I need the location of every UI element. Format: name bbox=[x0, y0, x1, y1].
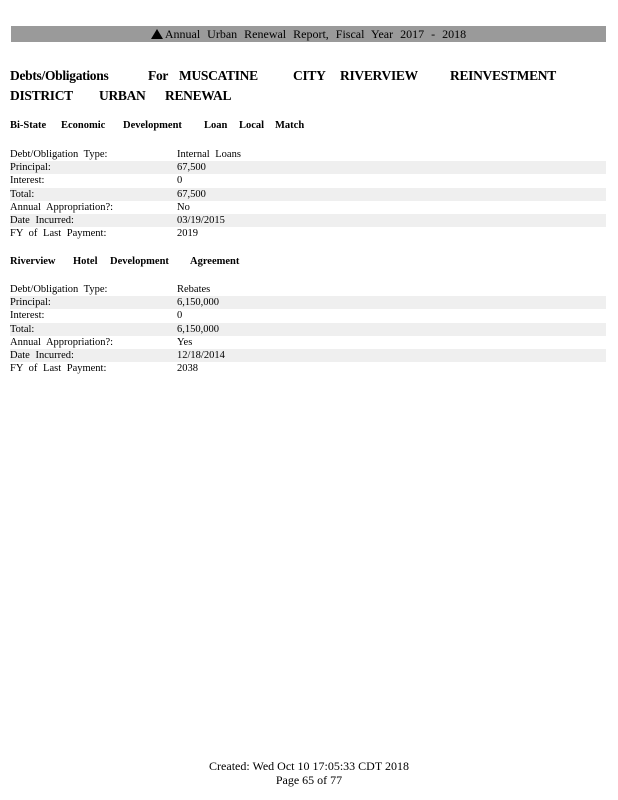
row-value: 03/19/2015 bbox=[177, 214, 225, 226]
heading-word: Match bbox=[275, 120, 305, 131]
row-value: Yes bbox=[177, 336, 193, 348]
row-value: 0 bbox=[177, 175, 183, 187]
triangle-icon bbox=[151, 29, 163, 39]
title-word: CITY bbox=[293, 68, 326, 83]
title-word: For bbox=[148, 68, 169, 83]
row-value: 6,150,000 bbox=[177, 297, 219, 309]
row-label: FY of Last Payment: bbox=[10, 228, 107, 240]
table-row bbox=[10, 336, 606, 349]
table-row bbox=[10, 323, 606, 336]
heading-word: Development bbox=[110, 256, 169, 267]
row-value: 67,500 bbox=[177, 188, 206, 200]
heading-word: Development bbox=[123, 120, 182, 131]
heading-word: Agreement bbox=[190, 256, 240, 267]
title-word: REINVESTMENT bbox=[450, 68, 556, 83]
row-label: Date Incurred: bbox=[10, 214, 74, 226]
row-label: Total: bbox=[10, 323, 35, 335]
report-banner bbox=[11, 26, 606, 42]
heading-word: Economic bbox=[61, 120, 106, 131]
created-timestamp: Created: Wed Oct 10 17:05:33 CDT 2018 bbox=[209, 759, 409, 773]
row-label: Interest: bbox=[10, 175, 45, 187]
title-word: DISTRICT bbox=[10, 88, 73, 103]
row-value: 2038 bbox=[177, 363, 198, 375]
table-row bbox=[10, 227, 606, 240]
title-word: URBAN bbox=[99, 88, 146, 103]
row-value: 6,150,000 bbox=[177, 323, 219, 335]
heading-word: Riverview bbox=[10, 256, 56, 267]
row-label: Debt/Obligation Type: bbox=[10, 284, 108, 295]
table-row bbox=[10, 148, 606, 161]
page-footer bbox=[0, 759, 618, 787]
table-row bbox=[10, 201, 606, 214]
row-label: Interest: bbox=[10, 310, 45, 322]
heading-word: Hotel bbox=[73, 256, 98, 267]
row-value: No bbox=[177, 201, 190, 213]
row-value: Rebates bbox=[177, 284, 211, 295]
table-row bbox=[10, 362, 606, 375]
row-label: Principal: bbox=[10, 162, 51, 174]
title-word: RENEWAL bbox=[165, 88, 232, 103]
row-label: Annual Appropriation?: bbox=[10, 201, 114, 213]
row-value: Internal Loans bbox=[177, 149, 241, 160]
row-label: Date Incurred: bbox=[10, 349, 74, 361]
banner-text: Annual Urban Renewal Report, Fiscal Year 2017 - 2018 bbox=[164, 27, 467, 41]
heading-word: Loan bbox=[204, 120, 228, 131]
table-row bbox=[10, 188, 606, 201]
title-word: RIVERVIEW bbox=[340, 68, 418, 83]
title-word: MUSCATINE bbox=[179, 68, 258, 83]
debt-details-table bbox=[10, 148, 606, 240]
table-row bbox=[10, 309, 606, 322]
title-word: Debts/Obligations bbox=[10, 68, 109, 83]
table-row bbox=[10, 296, 606, 309]
table-row bbox=[10, 283, 606, 296]
row-label: Annual Appropriation?: bbox=[10, 336, 114, 348]
row-value: 67,500 bbox=[177, 162, 206, 174]
row-label: Principal: bbox=[10, 297, 51, 309]
debt-details-table bbox=[10, 283, 606, 375]
row-label: Total: bbox=[10, 188, 35, 200]
heading-word: Bi-State bbox=[10, 120, 47, 131]
heading-word: Local bbox=[239, 120, 265, 131]
row-label: Debt/Obligation Type: bbox=[10, 149, 108, 160]
table-row bbox=[10, 161, 606, 174]
table-row bbox=[10, 349, 606, 362]
row-value: 2019 bbox=[177, 228, 198, 240]
row-value: 0 bbox=[177, 310, 183, 322]
page-number: Page 65 of 77 bbox=[275, 773, 343, 787]
table-row bbox=[10, 214, 606, 227]
table-row bbox=[10, 174, 606, 187]
row-value: 12/18/2014 bbox=[177, 349, 225, 361]
row-label: FY of Last Payment: bbox=[10, 363, 107, 375]
